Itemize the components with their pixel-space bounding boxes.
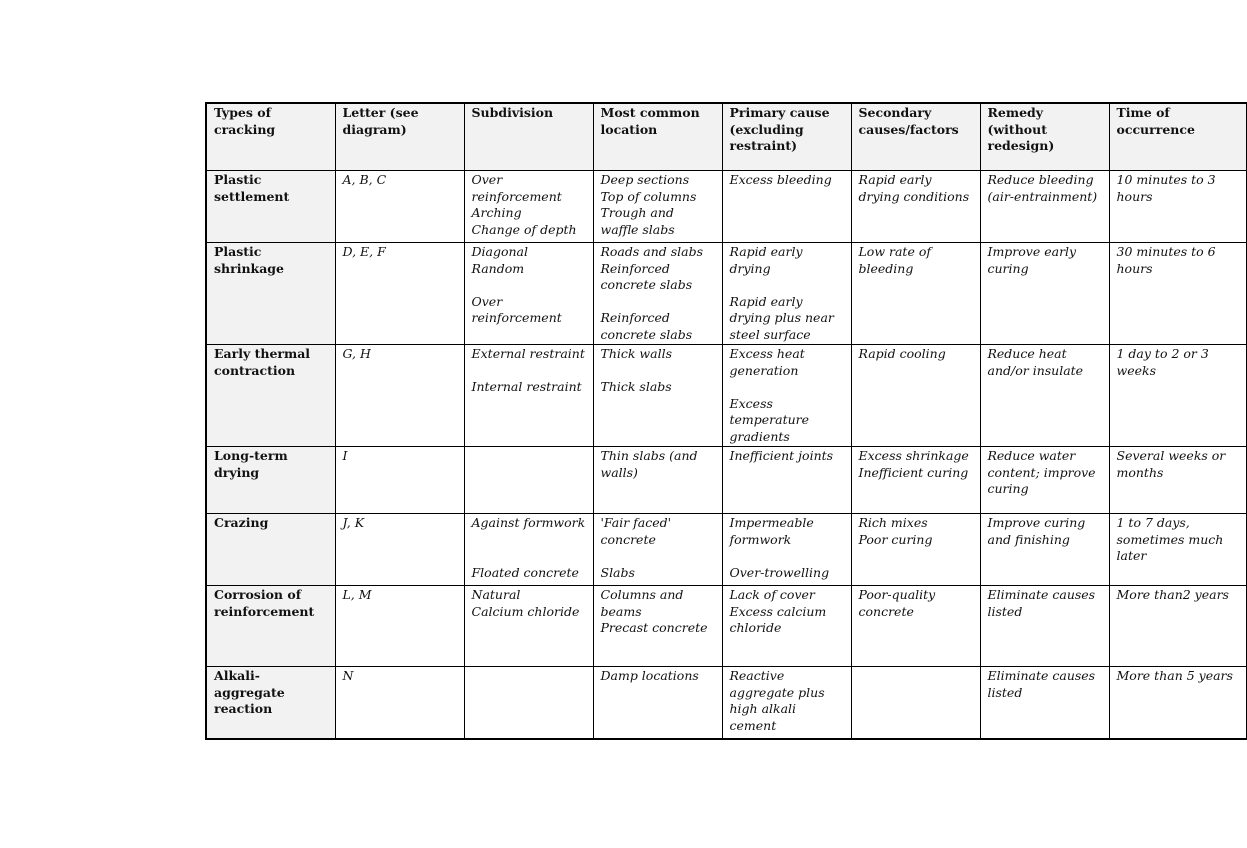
table-row: [206, 345, 1246, 447]
cell-location: Deep sections Top of columns Trough and waffle slabs: [593, 171, 722, 243]
cell-secondary-causes: Poor-quality concrete: [851, 586, 980, 667]
header-subdivision: Subdivision: [464, 103, 593, 171]
header-most-common-location: Most common location: [593, 103, 722, 171]
cell-type: Alkali-aggregate reaction: [206, 667, 335, 740]
header-time-of-occurrence: Time of occurrence: [1109, 103, 1246, 171]
cracking-table-container: [205, 102, 1233, 740]
cell-letter: J, K: [335, 514, 464, 586]
cell-remedy: Reduce bleeding (air-entrainment): [980, 171, 1109, 243]
table-row: [206, 171, 1246, 243]
cell-letter: L, M: [335, 586, 464, 667]
cell-subdivision: Over reinforcement Arching Change of depth: [464, 171, 593, 243]
table-row: [206, 586, 1246, 667]
cell-remedy: Reduce water content; improve curing: [980, 447, 1109, 514]
cell-type: Plastic shrinkage: [206, 243, 335, 345]
header-remedy: Remedy (without redesign): [980, 103, 1109, 171]
cell-remedy: Eliminate causes listed: [980, 667, 1109, 740]
cell-primary-cause: Rapid early drying Rapid early drying plus near steel surface: [722, 243, 851, 345]
cell-primary-cause: Excess bleeding: [722, 171, 851, 243]
cell-secondary-causes: [851, 667, 980, 740]
cell-letter: G, H: [335, 345, 464, 447]
cell-subdivision: Natural Calcium chloride: [464, 586, 593, 667]
cell-type: Corrosion of reinforcement: [206, 586, 335, 667]
header-primary-cause: Primary cause (excluding restraint): [722, 103, 851, 171]
cell-type: Crazing: [206, 514, 335, 586]
cell-subdivision: Diagonal Random Over reinforcement: [464, 243, 593, 345]
cell-subdivision: Against formwork Floated concrete: [464, 514, 593, 586]
table-row: [206, 514, 1246, 586]
cell-primary-cause: Inefficient joints: [722, 447, 851, 514]
cell-secondary-causes: Rapid early drying conditions: [851, 171, 980, 243]
cell-remedy: Eliminate causes listed: [980, 586, 1109, 667]
cell-time: More than2 years: [1109, 586, 1246, 667]
cracking-types-table: [205, 102, 1247, 740]
cell-time: Several weeks or months: [1109, 447, 1246, 514]
cell-primary-cause: Excess heat generation Excess temperature gradients: [722, 345, 851, 447]
cell-letter: N: [335, 667, 464, 740]
cell-time: 30 minutes to 6 hours: [1109, 243, 1246, 345]
cell-remedy: Improve curing and finishing: [980, 514, 1109, 586]
cell-subdivision: External restraint Internal restraint: [464, 345, 593, 447]
table-row: [206, 447, 1246, 514]
cell-primary-cause: Lack of cover Excess calcium chloride: [722, 586, 851, 667]
cell-subdivision: [464, 447, 593, 514]
table-row: [206, 243, 1246, 345]
cell-time: 10 minutes to 3 hours: [1109, 171, 1246, 243]
cell-type: Long-term drying: [206, 447, 335, 514]
cell-letter: I: [335, 447, 464, 514]
cell-location: 'Fair faced' concrete Slabs: [593, 514, 722, 586]
cell-subdivision: [464, 667, 593, 740]
cell-location: Columns and beams Precast concrete: [593, 586, 722, 667]
cell-location: Damp locations: [593, 667, 722, 740]
cell-primary-cause: Impermeable formwork Over-trowelling: [722, 514, 851, 586]
cell-remedy: Improve early curing: [980, 243, 1109, 345]
cell-location: Thin slabs (and walls): [593, 447, 722, 514]
cell-secondary-causes: Rich mixes Poor curing: [851, 514, 980, 586]
header-types-of-cracking: Types of cracking: [206, 103, 335, 171]
header-letter: Letter (see diagram): [335, 103, 464, 171]
cell-secondary-causes: Low rate of bleeding: [851, 243, 980, 345]
cell-secondary-causes: Rapid cooling: [851, 345, 980, 447]
cell-remedy: Reduce heat and/or insulate: [980, 345, 1109, 447]
cell-secondary-causes: Excess shrinkage Inefficient curing: [851, 447, 980, 514]
cell-primary-cause: Reactive aggregate plus high alkali cement: [722, 667, 851, 740]
cell-type: Plastic settlement: [206, 171, 335, 243]
cell-time: 1 to 7 days, sometimes much later: [1109, 514, 1246, 586]
cell-time: More than 5 years: [1109, 667, 1246, 740]
cell-location: Thick walls Thick slabs: [593, 345, 722, 447]
cell-location: Roads and slabs Reinforced concrete slabs Reinforced concrete slabs: [593, 243, 722, 345]
cell-time: 1 day to 2 or 3 weeks: [1109, 345, 1246, 447]
header-secondary-causes: Secondary causes/factors: [851, 103, 980, 171]
table-header-row: [206, 103, 1246, 171]
cell-type: Early thermal contraction: [206, 345, 335, 447]
table-row: [206, 667, 1246, 740]
cell-letter: A, B, C: [335, 171, 464, 243]
cell-letter: D, E, F: [335, 243, 464, 345]
